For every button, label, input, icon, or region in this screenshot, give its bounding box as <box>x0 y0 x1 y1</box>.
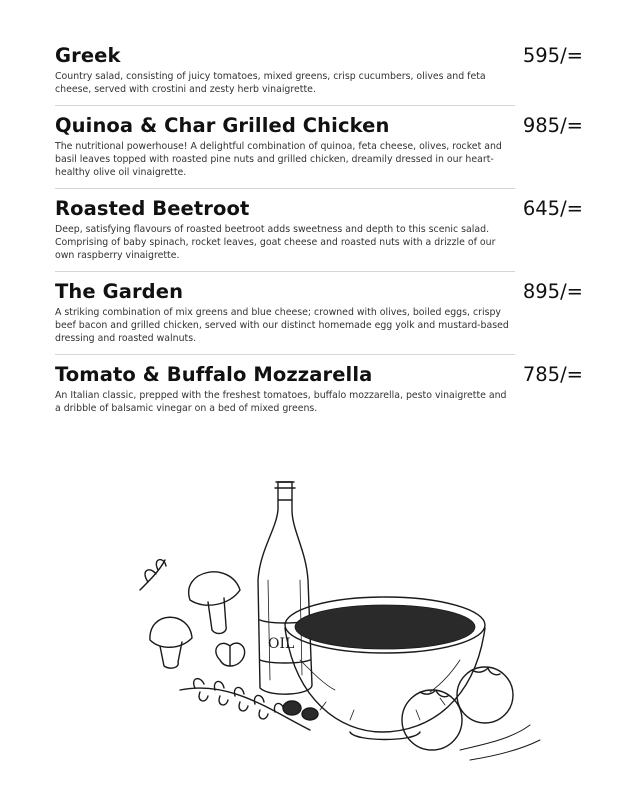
salad-sketch-illustration <box>120 470 580 790</box>
salad-menu <box>55 44 585 415</box>
menu-item-description: An Italian classic, prepped with the freshest tomatoes, buffalo mozzarella, pesto vinaigrette and a dribble of balsamic vinegar on a bed of mixed greens. <box>55 390 507 414</box>
divider <box>55 188 515 189</box>
mushroom-sketch <box>150 572 240 668</box>
menu-item-tomato-mozzarella <box>55 363 585 415</box>
menu-item-header <box>55 114 585 137</box>
oil-bottle-sketch <box>258 482 312 694</box>
menu-item-price: 595/= <box>522 44 583 67</box>
menu-item-name: Quinoa & Char Grilled Chicken <box>55 114 390 137</box>
menu-item-header <box>55 44 585 67</box>
menu-item-name: Greek <box>55 44 121 67</box>
bottle-label: OIL <box>268 636 295 652</box>
menu-item-price: 645/= <box>522 197 583 220</box>
menu-item-header <box>55 363 585 386</box>
menu-item-description: Country salad, consisting of juicy tomatoes, mixed greens, crisp cucumbers, olives and feta cheese, served with crostini and zesty herb vinaigrette. <box>55 71 486 95</box>
menu-item-description: Deep, satisfying flavours of roasted beetroot adds sweetness and depth to this scenic salad. Comprising of baby spinach, rocket leaves, goat cheese and roasted nuts with a drizzle of our own raspberry vinaigrette. <box>55 224 496 261</box>
menu-item-header <box>55 197 585 220</box>
menu-item-description: The nutritional powerhouse! A delightful combination of quinoa, feta cheese, olives, rocket and basil leaves topped with roasted pine nuts and grilled chicken, dreamily dressed in our heart-healthy olive oil vinaigrette. <box>55 141 502 178</box>
menu-item-price: 985/= <box>522 114 583 137</box>
menu-item-name: Roasted Beetroot <box>55 197 250 220</box>
menu-item-price: 895/= <box>522 280 583 303</box>
divider <box>55 271 515 272</box>
divider <box>55 354 515 355</box>
menu-item-roasted-beetroot <box>55 197 585 262</box>
menu-item-name: Tomato & Buffalo Mozzarella <box>55 363 373 386</box>
garlic-sketch <box>216 643 245 666</box>
menu-item-the-garden <box>55 280 585 345</box>
tomatoes-sketch <box>402 667 540 760</box>
menu-item-header <box>55 280 585 303</box>
divider <box>55 105 515 106</box>
menu-item-greek <box>55 44 585 96</box>
menu-item-price: 785/= <box>522 363 583 386</box>
olives-sketch <box>283 701 318 720</box>
menu-item-description: A striking combination of mix greens and blue cheese; crowned with olives, boiled eggs, crispy beef bacon and grilled chicken, served with our distinct homemade egg yolk and mustard-based dressing and roasted walnuts. <box>55 307 509 344</box>
menu-item-name: The Garden <box>55 280 184 303</box>
menu-item-quinoa-chicken <box>55 114 585 179</box>
